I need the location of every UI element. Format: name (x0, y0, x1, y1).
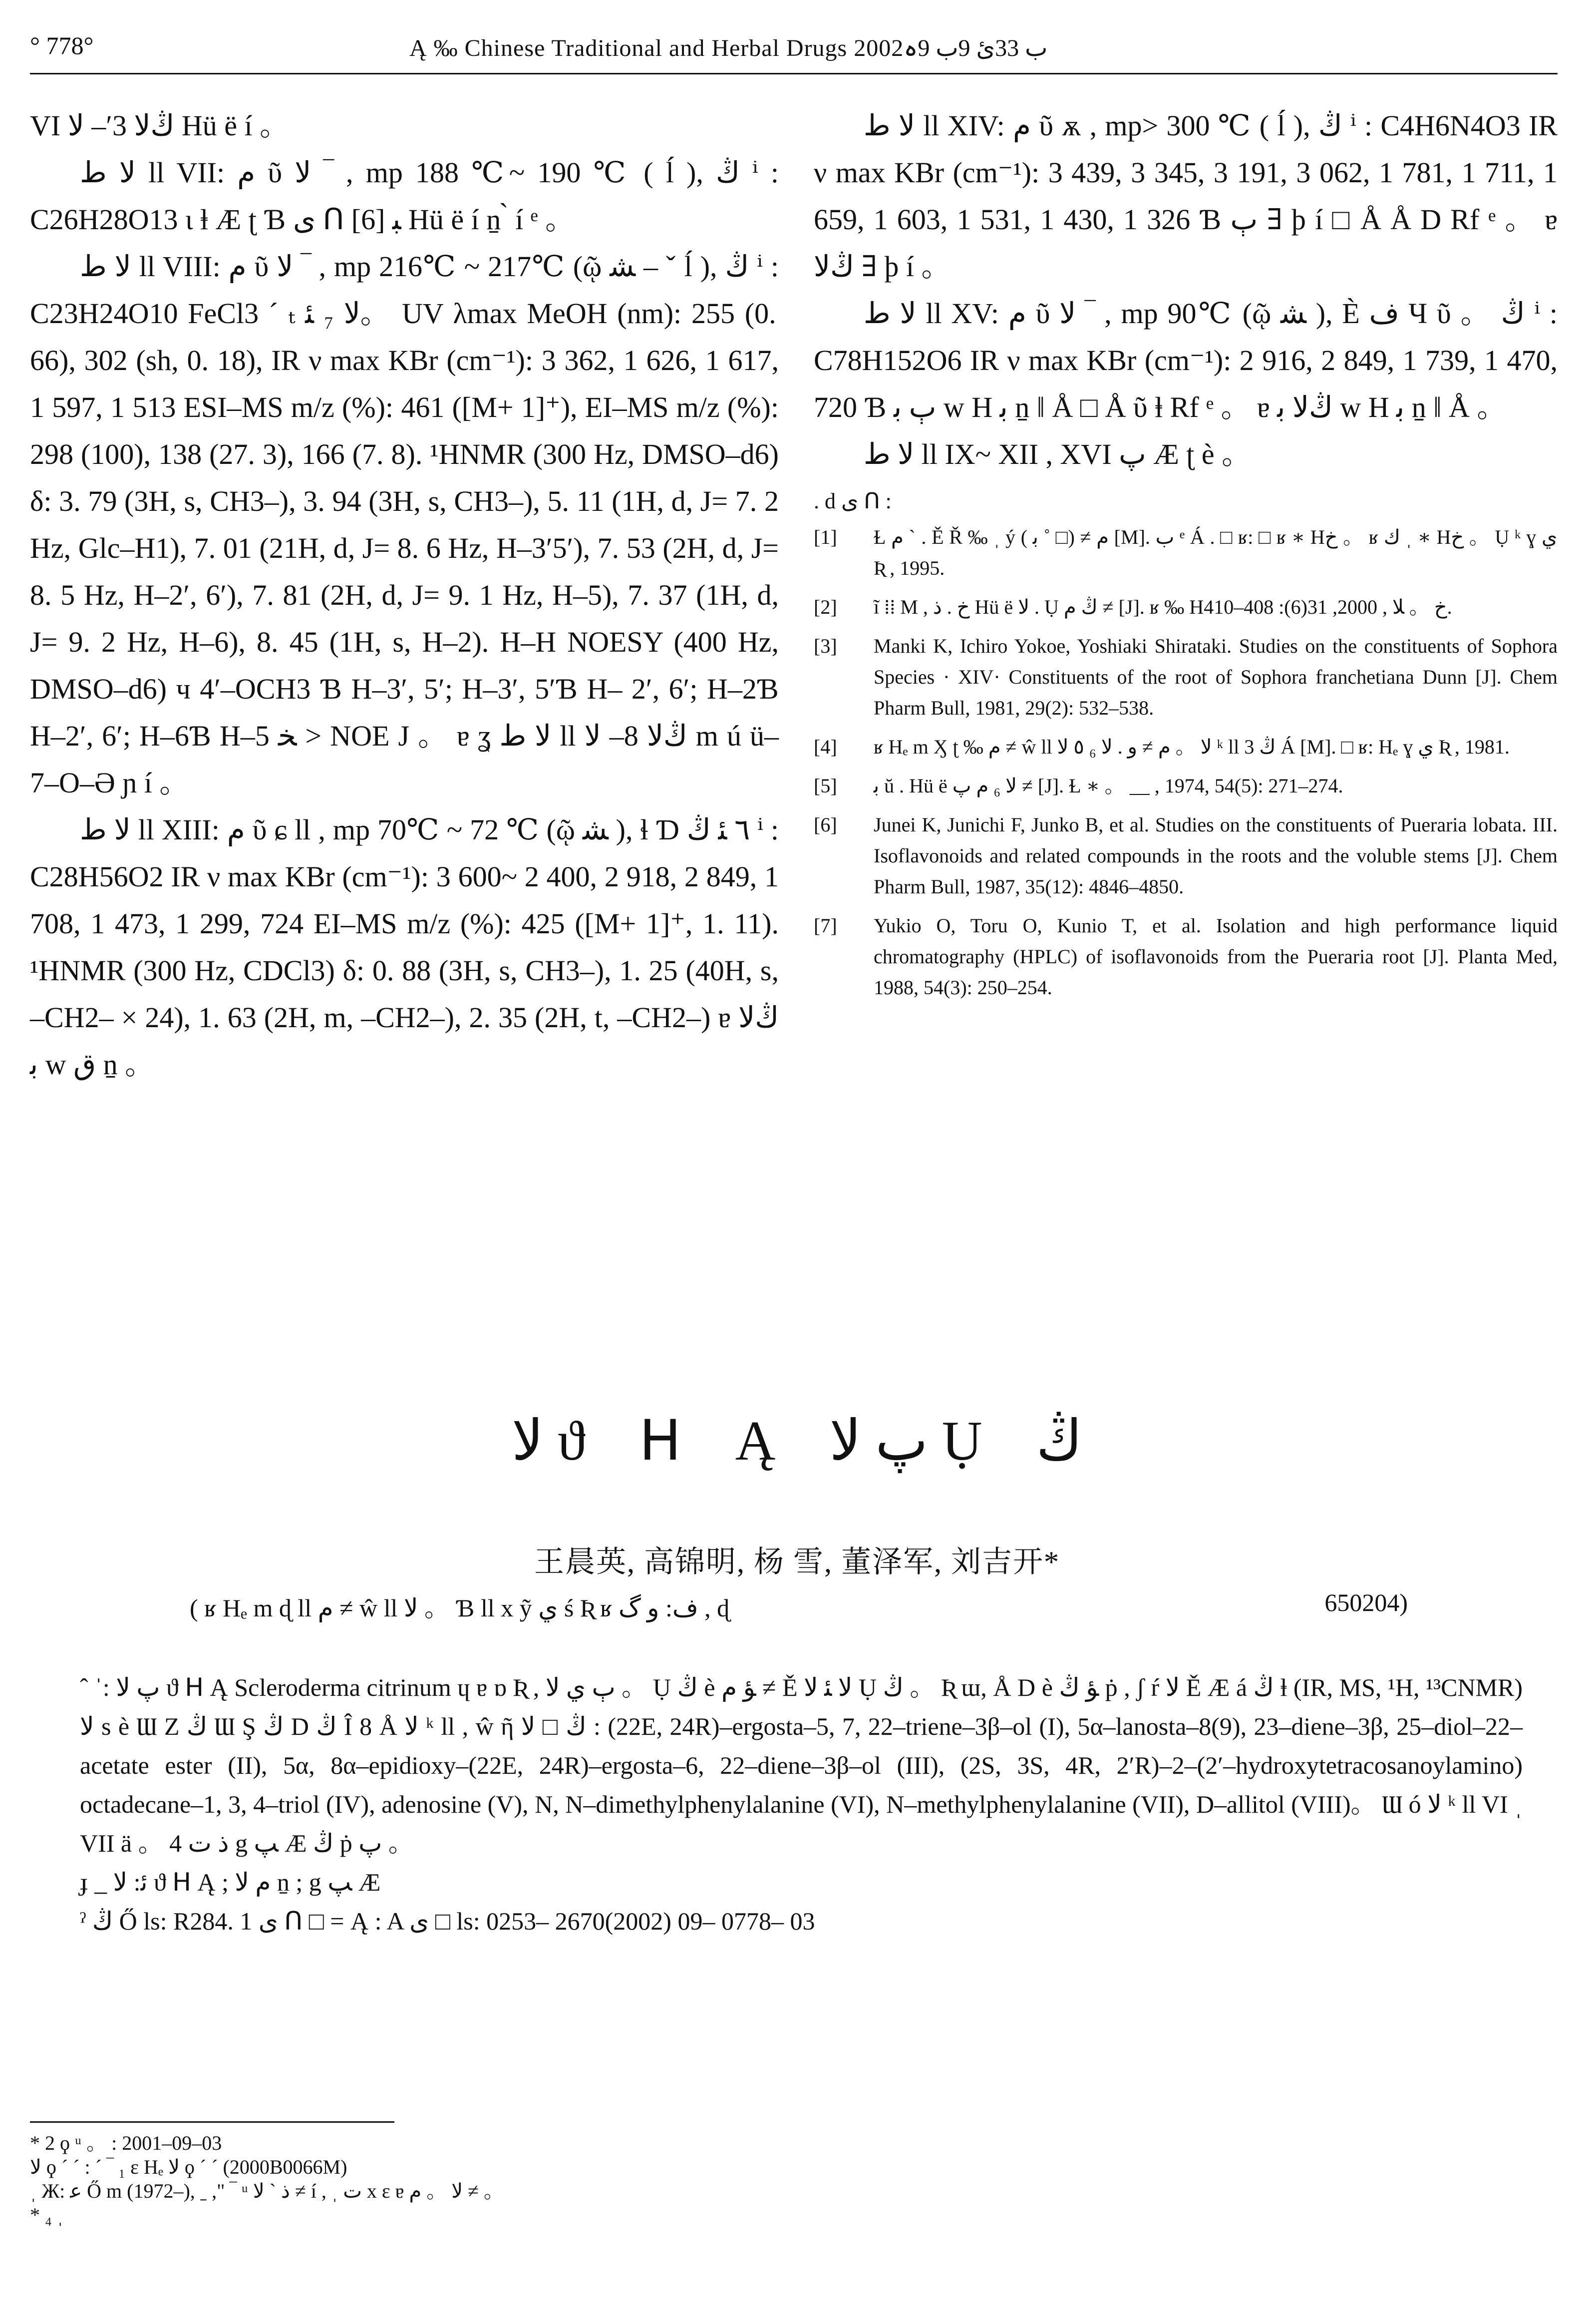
right-column (814, 102, 1558, 1011)
reference-item (814, 732, 1558, 763)
reference-text: ʁ Hₑ m Ӽ ʈ ‰ ﻡ ≠ ŵ ll ﻻ 。 ﻡ ≠ ﻭ . ﻻ ₆ ٥ ﻻ ᵏ ll ڭ 3 Á [M]. □ ʁ: Hₑ ɣ ي Ʀ , 1981. (874, 736, 1510, 758)
reference-item (814, 592, 1558, 623)
left-paragraph: VI ڭﻻ 3′– ﻻ Hü ë í 。 (30, 109, 289, 142)
reference-item (814, 522, 1558, 584)
abstract (80, 1668, 1523, 1940)
affiliation-text: ( ʁ Hₑ m ɖ ll ﻡ ≠ ŵ ll ﻻ 。 Ɓ ll x ỹ ي ś Ʀ ʁ ف: ﻭ گ , ɖ (190, 1594, 730, 1622)
affiliation (190, 1588, 1408, 1624)
article-title: ﻻ ϑ ᕼ Ą ﭖ ﻻ Ụ ڭ (512, 1410, 1082, 1472)
reference-text: ĩ ⁞⁞ M , خ . ذ Hü ë ﻻ . Ụ ڭ ﻡ ≠ [J]. ʁ ‰ Hخ 。 ﻼ , 2000, 31(6): 408–410. (874, 596, 1452, 618)
postal-code: 650204) (1324, 1588, 1408, 1616)
running-head (30, 31, 1558, 71)
left-paragraph: ﻻ ﻁ ll VIII: م ῦ ﻻ ‾ , mp 216℃ ~ 217℃ (ῷ ﺸ – ˇ ĺ ), ڭ ⁱ : C23H24O10 FeCl3 ´ ₜ ﻻ ₇ ﺌ。 UV λmax MeOH (nm): 255 (0. 66), 302 (sh, 0. 18), IR ν max KBr (cm⁻¹): 3 362, 1 626, 1 617, 1 597, 1 513 ESI–MS m/z (%): 461 ([M+ 1]⁺), EI–MS m/z (%): 298 (100), 138 (27. 3), 166 (7. 8). ¹HNMR (300 Hz, DMSO–d6) δ: 3. 79 (3H, s, CH3–), 3. 94 (3H, s, CH3–), 5. 11 (1H, d, J= 7. 2 Hz, Glc–H1), 7. 01 (21H, d, J= 8. 6 Hz, H–3′5′), 7. 53 (2H, d, J= 8. 5 Hz, H–2′, 6′), 7. 81 (2H, d, J= 9. 1 Hz, H–5), 7. 37 (1H, d, J= 9. 2 Hz, H–6), 8. 45 (1H, s, H–2). H–H NOESY (400 Hz, DMSO–d6) ч 4′–OCH3 Ɓ H–3′, 5′; H–3′, 5′Ɓ H– 2′, 6′; H–2Ɓ H–2′, 6′; H–6Ɓ H–5 ﺨ > NOE J 。 ɐ ʓ ﻻ ﻁ ll ڭﻻ 8– ﻻ m ú ü–7–O–Ә ɲ í 。 (30, 250, 779, 799)
reference-text: Ɫ ﻡ ˋ . Ě Ř ‰ ˌ ý ﻡ ≠ (□ ˚ ﺑ ) [M]. ب ᵉ Á . □ ʁ: □ ʁ ∗ Hخ 。 ʁ ك ˌ ∗ Hخ 。 Ụ ᵏ ɣ ي Ʀ , 1995. (874, 526, 1558, 579)
reference-number: [7] (814, 914, 837, 937)
left-column (30, 102, 779, 1088)
left-paragraph: ﻻ ﻁ ll XIII: م ῦ ɕ ll , mp 70℃ ~ 72 ℃ (ῷ ﺸ ), ɬ Ɗ ٦ ﺌ ڭ ⁱ : C28H56O2 IR ν max KBr (cm⁻¹): 3 600~ 2 400, 2 918, 2 849, 1 708, 1 473, 1 299, 724 EI–MS m/z (%): 425 ([M+ 1]⁺, 1. 11). ¹HNMR (300 Hz, CDCl3) δ: 0. 88 (3H, s, CH3–), 1. 25 (40H, s, –CH2– × 24), 1. 63 (2H, m, –CH2–), 2. 35 (2H, t, –CH2–) ɐ ڭﻻ ﺑ w ق ṉ 。 (30, 813, 779, 1081)
reference-number: [1] (814, 526, 837, 548)
keywords: ɟ _ ﺋ: ﻻ ϑ ᕼ Ą ; ﻡ ﻻ ṉ ; g ﭗ Æ (80, 1868, 381, 1896)
right-paragraph: ﻻ ﻁ ll XV: م ῦ ﻻ ‾ , mp 90℃ (ῷ ﺸ ), È ف Ч ῦ 。 ڭ ⁱ : C78H152O6 IR ν max KBr (cm⁻¹): 2 916, 2 849, 1 739, 1 470, 720 Ɓ ٻ ﺑ w H ﺑ ṉ ǁ Å □ Å ῦ ⱡ Rf ᵉ 。 ɐ ڭﻻ ﺑ w H ﺑ ṉ ǁ Å 。 (814, 297, 1558, 423)
page-number: ° 778° (30, 31, 94, 59)
reference-number: [5] (814, 775, 837, 797)
footnote-line: ˌ Ж: ﻋ Ő m (1972–), ˍ ," ‾ ᵘ ﺫ ˋ ﻻ ≠ í , ˌ ﺕ x ɛ ɐ ﻻ 。 ﻡ ≠ 。 (30, 2180, 504, 2202)
reference-text: Junei K, Junichi F, Junko B, et al. Studies on the constituents of Pueraria lobata. III. Isoflavonoids and related compounds in the roots and the voluble stems [J]. Chem Pharm Bull, 1987, 35(12): 4846–4850. (874, 813, 1558, 898)
footnotes (30, 2131, 1478, 2227)
reference-item (814, 809, 1558, 902)
journal-name: Ą ‰ Chinese Traditional and Herbal Drugs 2002ب 33ئ 9ب 9ہ (409, 35, 1048, 61)
reference-text: ﺑ ŭ . Hü ë ﻻ ₆ ﻡ ﭖ ≠ [J]. Ɫ ∗ 。 __ , 1974, 54(5): 271–274. (874, 775, 1343, 797)
reference-item (814, 910, 1558, 1003)
abstract-body: ˆ ˈ: ﭖ ﻻ ϑ ᕼ Ą Scleroderma citrinum ɥ ɐ ɒ Ʀ , ٻ ي ﻻ 。 Ụ ڭ è ﺆ ﻡ ≠ Ě ﻻ ﺌ ﻻ Ụ ڭ 。 Ʀ ɯ, Å D è ﺆ ڭ ṗ , ʃ ŕ ﻻ Ě Æ á ڭ ⱡ (IR, MS, ¹H, ¹³CNMR) ﻻ s è Ɯ Ζ ڭ Ɯ Ş ڭ D ڭ Î 8 Å ﻻ ᵏ ll , ŵ ῆ ڭ □ ﻻ : (22E, 24R)–ergosta–5, 7, 22–triene–3β–ol (I), 5α–lanosta–8(9), 23–diene–3β, 25–diol–22–acetate ester (II), 5α, 8α–epidioxy–(22E, 24R)–ergosta–6, 22–diene–3β–ol (III), (2S, 3S, 4R, 2′R)–2–(2′–hydroxytetracosanoylamino) octadecane–1, 3, 4–triol (IV), adenosine (V), N, N–dimethylphenylalanine (VI), N–methylphenylalanine (VII), D–allitol (VIII)。 Ɯ ó ﻻ ᵏ ll VI ˌ VII ä 。 4 ﺫ ﺕ g ﭗ Æ ڭ ṗ ﭖ 。 (80, 1673, 1523, 1857)
reference-number: [2] (814, 596, 837, 618)
reference-text: Yukio O, Toru O, Kunio T, et al. Isolation and high performance liquid chromatography (HPLC) of isoflavonoids from the Pueraria root [J]. Planta Med, 1988, 54(3): 250–254. (874, 914, 1558, 999)
header-rule (30, 73, 1558, 74)
right-paragraph: ﻻ ﻁ ll XIV: م ῦ ѫ , mp> 300 ℃ ( ĺ ), ڭ ⁱ : C4H6N4O3 IR ν max KBr (cm⁻¹): 3 439, 3 345, 3 191, 3 062, 1 781, 1 711, 1 659, 1 603, 1 531, 1 430, 1 326 Ɓ ٻ ∃ þ í □ Å Å D Rf ᵉ 。 ɐ ڭﻻ ∃ þ í 。 (814, 109, 1558, 283)
reference-item (814, 631, 1558, 724)
footnote-rule (30, 2121, 394, 2123)
reference-item (814, 771, 1558, 801)
footnote-line: ﻻ ϙ ˊ ˊ : ˊ ‾ ₁ ɛ Hₑ ﻻ ϙ ˊ ˊ (2000B0066M) (30, 2156, 347, 2178)
footnote-line: * ₄ ˌ (30, 2204, 64, 2226)
reference-text: Manki K, Ichiro Yokoe, Yoshiaki Shirataki. Studies on the constituents of Sophora Species · XIV· Constituents of the root of Sophora franchetiana Dunn [J]. Chem Pharm Bull, 1981, 29(2): 532–538. (874, 635, 1558, 719)
left-paragraph: ﻻ ﻁ ll VII: م ῦ ﻻ ‾ , mp 188 ℃~ 190 ℃ ( ĺ ), ڭ ⁱ : C26H28O13 ι ⱡ Æ ʈ Ɓ ى ᑎ ﺒ [6] Hü ë í ṉ ̀ í ᵉ 。 (30, 156, 779, 236)
reference-number: [3] (814, 635, 837, 657)
references-heading: . d ى ᑎ : (814, 489, 892, 513)
right-paragraph: ﻻ ﻁ ll IX~ XII , XVI ﭖ Æ ʈ è 。 (864, 438, 1251, 470)
classification-line: ˀ ڭ Ő ls: R284. 1 ى ᑎ □ = Ą : A ى □ ls: 0253– 2670(2002) 09– 0778– 03 (80, 1907, 815, 1935)
footnote-line: * 2 ϙ ᵘ 。 : 2001–09–03 (30, 2132, 222, 2154)
reference-number: [6] (814, 813, 837, 836)
author-list: 王晨英, 高锦明, 杨 雪, 董泽军, 刘吉开* (534, 1546, 1060, 1578)
reference-number: [4] (814, 736, 837, 758)
